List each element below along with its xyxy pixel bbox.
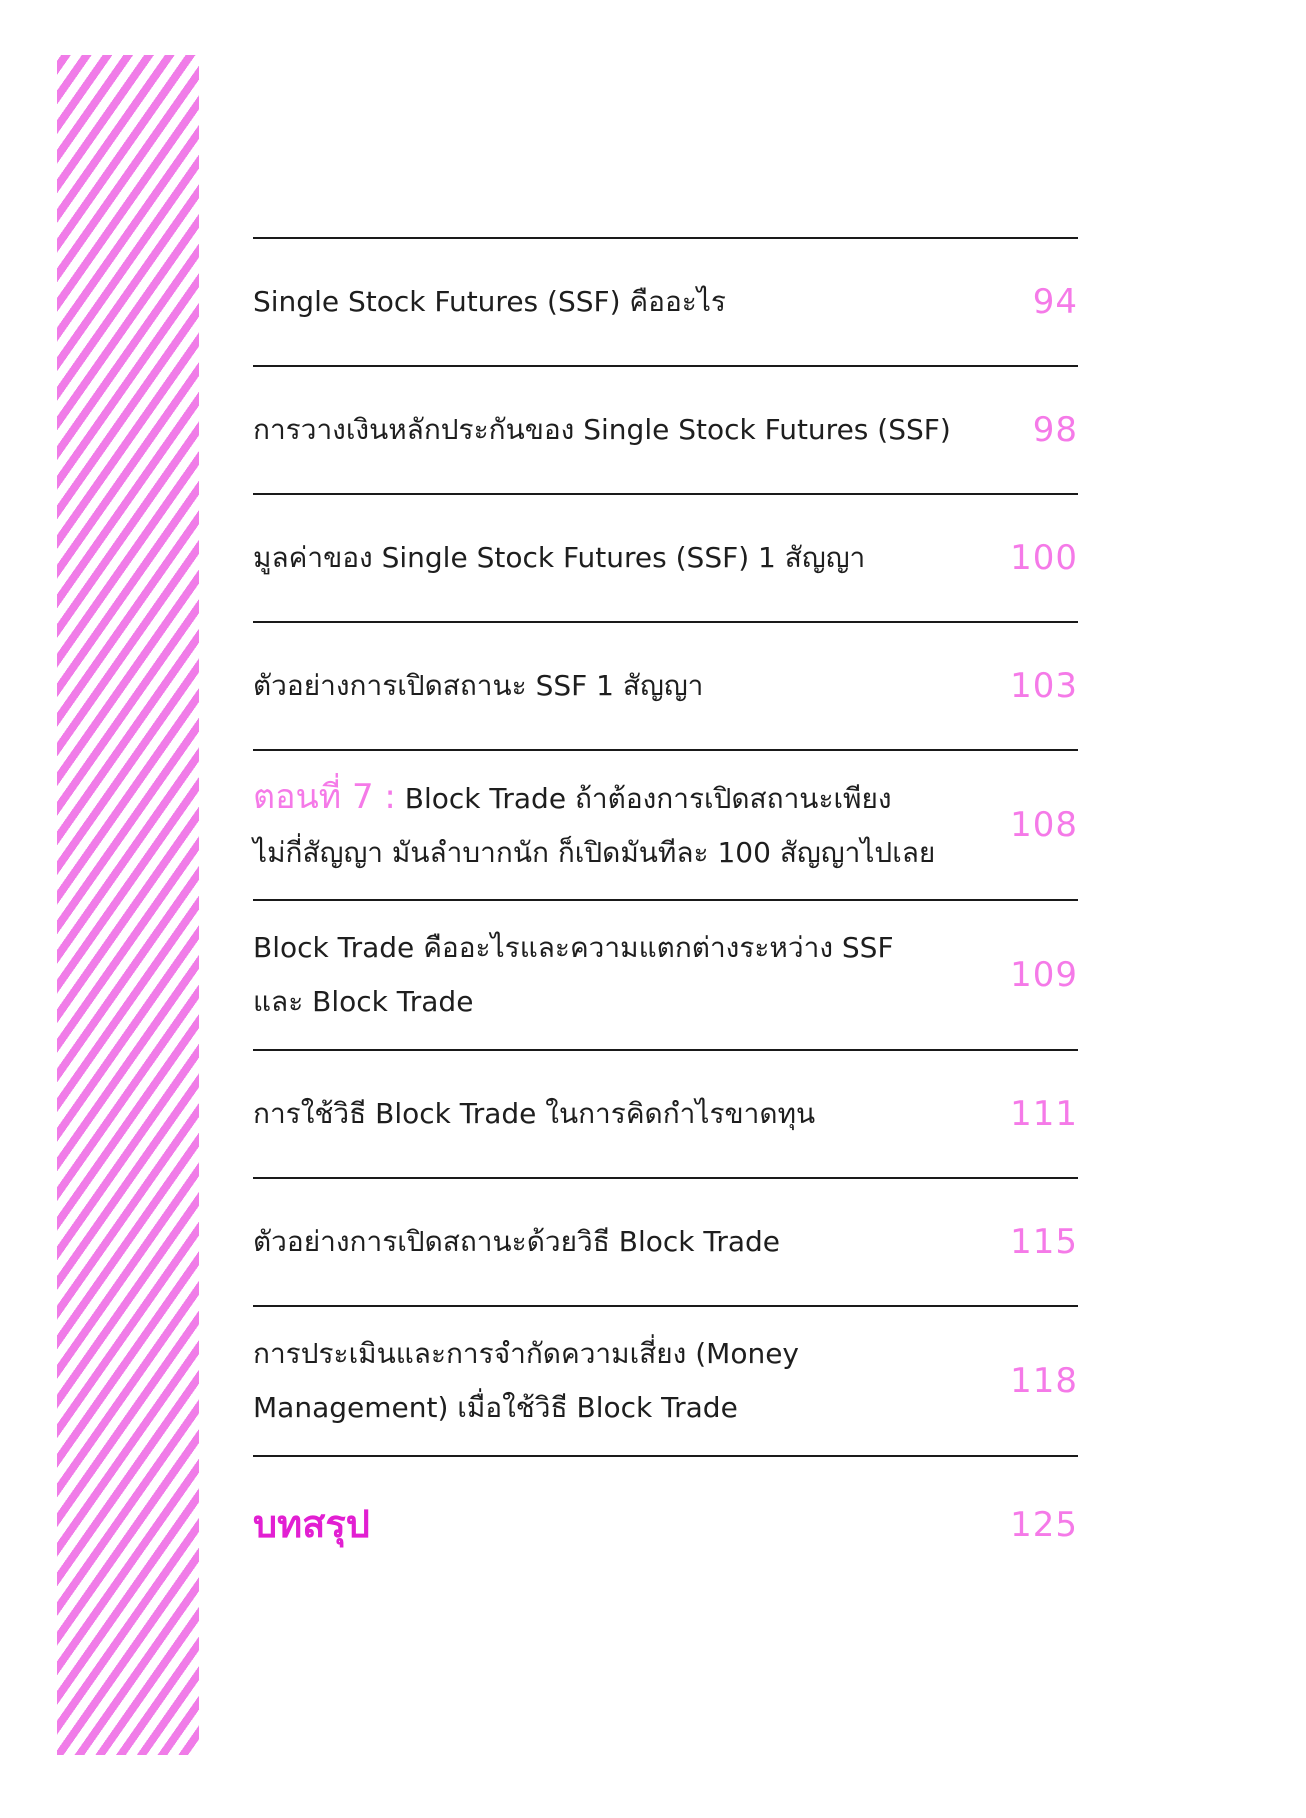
toc-entry-title: การวางเงินหลักประกันของ Single Stock Futures (SSF) xyxy=(253,413,951,446)
toc-entry-page: 98 xyxy=(1032,410,1078,450)
toc-entry-title xyxy=(253,770,958,880)
chapter-prefix: ตอนที่ 7 : xyxy=(253,777,396,817)
toc-chapter-entry[interactable] xyxy=(253,749,1078,899)
toc-title-line-1 xyxy=(253,770,958,826)
toc-title-line-2: Management) เมื่อใช้วิธี Block Trade xyxy=(253,1391,738,1424)
toc-entry-title xyxy=(253,921,958,1029)
toc-entry-page: 118 xyxy=(1010,1361,1078,1401)
toc-summary-entry[interactable] xyxy=(253,1455,1078,1595)
toc-title-line-1: Block Trade คืออะไรและความแตกต่างระหว่าง SSF xyxy=(253,931,894,964)
toc-entry-title: Single Stock Futures (SSF) คืออะไร xyxy=(253,285,726,318)
toc-entry-title xyxy=(253,1497,958,1555)
toc-entry-page: 115 xyxy=(1010,1222,1078,1262)
decorative-stripe-band xyxy=(57,55,199,1755)
summary-title: บทสรุป xyxy=(253,1502,370,1546)
toc-entry-page: 103 xyxy=(1010,666,1078,706)
toc-entry-title: ตัวอย่างการเปิดสถานะด้วยวิธี Block Trade xyxy=(253,1225,781,1258)
toc-title-line-2: ไม่กี่สัญญา มันลำบากนัก ก็เปิดมันทีละ 100 สัญญาไปเลย xyxy=(253,836,936,869)
toc-entry-page: 100 xyxy=(1010,538,1078,578)
toc-entry-page: 94 xyxy=(1032,282,1078,322)
toc-title-line-1: การประเมินและการจำกัดความเสี่ยง (Money xyxy=(253,1337,799,1370)
toc-entry[interactable] xyxy=(253,1177,1078,1305)
toc-entry-title: ตัวอย่างการเปิดสถานะ SSF 1 สัญญา xyxy=(253,669,704,702)
toc-entry-page: 108 xyxy=(1010,805,1078,845)
toc-entry[interactable] xyxy=(253,237,1078,365)
toc-entry-page: 109 xyxy=(1010,955,1078,995)
toc-entry-title xyxy=(253,1327,958,1435)
toc-entry[interactable] xyxy=(253,1049,1078,1177)
toc-entry[interactable] xyxy=(253,493,1078,621)
toc-entry-page: 125 xyxy=(1010,1505,1078,1545)
toc-title-line-2: และ Block Trade xyxy=(253,985,474,1018)
toc-entry-page: 111 xyxy=(1010,1094,1078,1134)
toc-entry[interactable] xyxy=(253,621,1078,749)
toc-entry[interactable] xyxy=(253,365,1078,493)
toc-entry-title: มูลค่าของ Single Stock Futures (SSF) 1 สัญญา xyxy=(253,541,866,574)
toc-entry[interactable] xyxy=(253,1305,1078,1455)
chapter-title-text: Block Trade ถ้าต้องการเปิดสถานะเพียง xyxy=(404,782,892,815)
toc-entry[interactable] xyxy=(253,899,1078,1049)
toc-entry-title: การใช้วิธี Block Trade ในการคิดกำไรขาดทุน xyxy=(253,1097,816,1130)
table-of-contents xyxy=(253,237,1078,1595)
